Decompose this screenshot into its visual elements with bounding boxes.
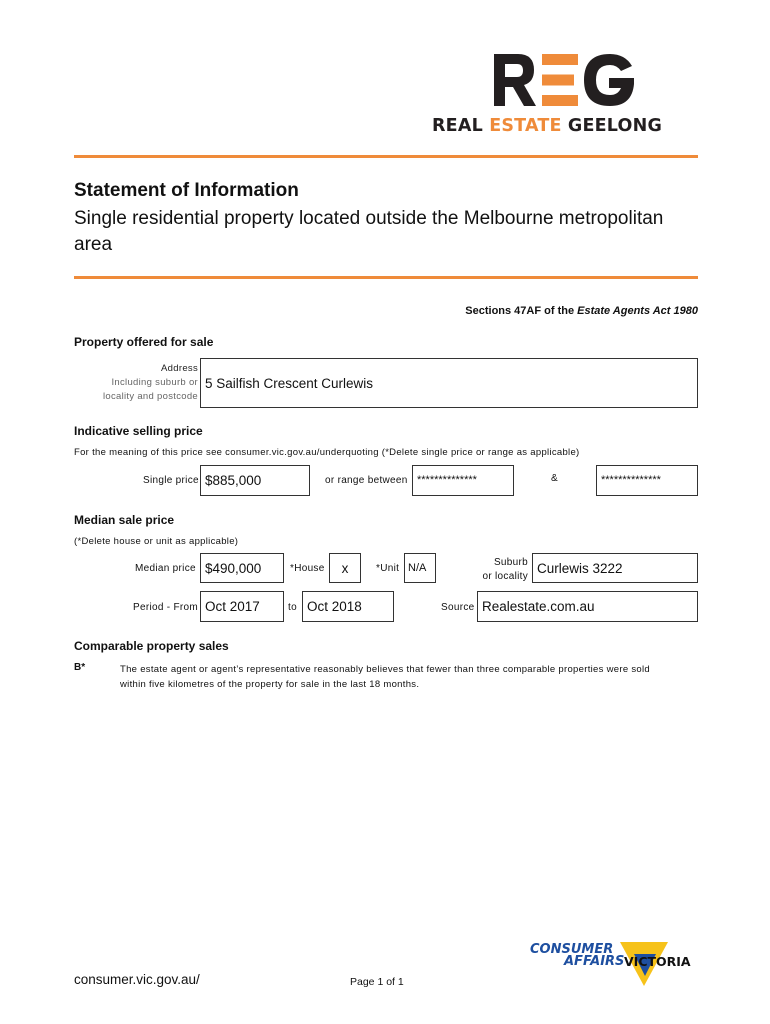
cav-line1: CONSUMER — [530, 942, 614, 957]
unit-value: N/A — [408, 562, 427, 574]
title-divider — [74, 276, 698, 279]
period-to-label: to — [288, 602, 297, 613]
address-label-line1: Address — [161, 363, 198, 374]
footer-url: consumer.vic.gov.au/ — [74, 972, 200, 987]
cav-line3: VICTORIA — [624, 954, 691, 969]
document-title: Statement of Information — [74, 180, 299, 201]
period-to-field[interactable] — [302, 591, 394, 622]
range-to-value: ************** — [601, 474, 661, 486]
single-price-field[interactable] — [200, 465, 310, 496]
company-name-part2: ESTATE — [489, 116, 562, 136]
indicative-heading: Indicative selling price — [74, 424, 203, 438]
median-price-field[interactable] — [200, 553, 284, 583]
suburb-field[interactable] — [532, 553, 698, 583]
house-value: x — [341, 560, 349, 576]
range-label: or range between — [325, 475, 408, 486]
address-value: 5 Sailfish Crescent Curlewis — [205, 375, 374, 391]
range-from-field[interactable] — [412, 465, 514, 496]
suburb-label — [470, 556, 528, 584]
comparable-text-line2: within five kilometres of the property for sale in the last 18 months. — [120, 679, 420, 690]
address-label — [74, 362, 198, 408]
unit-label: *Unit — [376, 563, 400, 574]
suburb-label-line2: or locality — [482, 571, 528, 582]
house-label: *House — [290, 563, 325, 574]
period-label: Period - From — [133, 602, 199, 613]
median-note: (*Delete house or unit as applicable) — [74, 536, 239, 547]
legislation-reference — [465, 305, 698, 317]
header-divider — [74, 155, 698, 158]
document-subtitle: Single residential property located outside the Melbourne metropolitan area — [74, 208, 664, 255]
address-label-line2: Including suburb or — [111, 377, 198, 388]
address-field[interactable] — [200, 358, 698, 408]
source-field[interactable] — [477, 591, 698, 622]
period-from-field[interactable] — [200, 591, 284, 622]
single-price-value: $885,000 — [205, 473, 262, 488]
unit-field[interactable] — [404, 553, 436, 583]
comparable-code: B* — [74, 662, 86, 673]
range-to-field[interactable] — [596, 465, 698, 496]
sections-prefix: Sections 47AF of the — [465, 305, 578, 317]
median-heading: Median sale price — [74, 513, 175, 527]
period-to-value: Oct 2018 — [307, 599, 362, 614]
suburb-value: Curlewis 3222 — [537, 560, 623, 576]
comparable-text-line1: The estate agent or agent’s representative reasonably believes that fewer than three comparable properties were sold — [120, 664, 650, 675]
reg-logo-mark — [492, 52, 636, 108]
consumer-affairs-victoria-logo — [528, 940, 704, 990]
source-value: Realestate.com.au — [482, 599, 595, 614]
act-name: Estate Agents Act 1980 — [577, 305, 698, 317]
house-field[interactable] — [329, 553, 361, 583]
indicative-note: For the meaning of this price see consumer.vic.gov.au/underquoting (*Delete single price or range as applicable) — [74, 447, 580, 458]
comparable-heading: Comparable property sales — [74, 639, 229, 653]
single-price-label: Single price — [143, 475, 199, 486]
range-separator: & — [551, 473, 558, 484]
company-name-part3: GEELONG — [561, 116, 663, 136]
range-from-value: ************** — [417, 474, 477, 486]
suburb-label-line1: Suburb — [493, 557, 528, 568]
company-name-part1: REAL — [432, 116, 490, 136]
comparable-text — [120, 662, 700, 692]
period-from-value: Oct 2017 — [205, 599, 260, 614]
property-heading: Property offered for sale — [74, 335, 214, 349]
page-number: Page 1 of 1 — [350, 976, 404, 988]
median-price-value: $490,000 — [205, 560, 262, 576]
source-label: Source — [441, 602, 475, 613]
company-name — [432, 116, 662, 136]
median-price-label: Median price — [135, 563, 196, 574]
address-label-line3: locality and postcode — [102, 391, 198, 402]
cav-line2: AFFAIRS — [564, 954, 625, 969]
